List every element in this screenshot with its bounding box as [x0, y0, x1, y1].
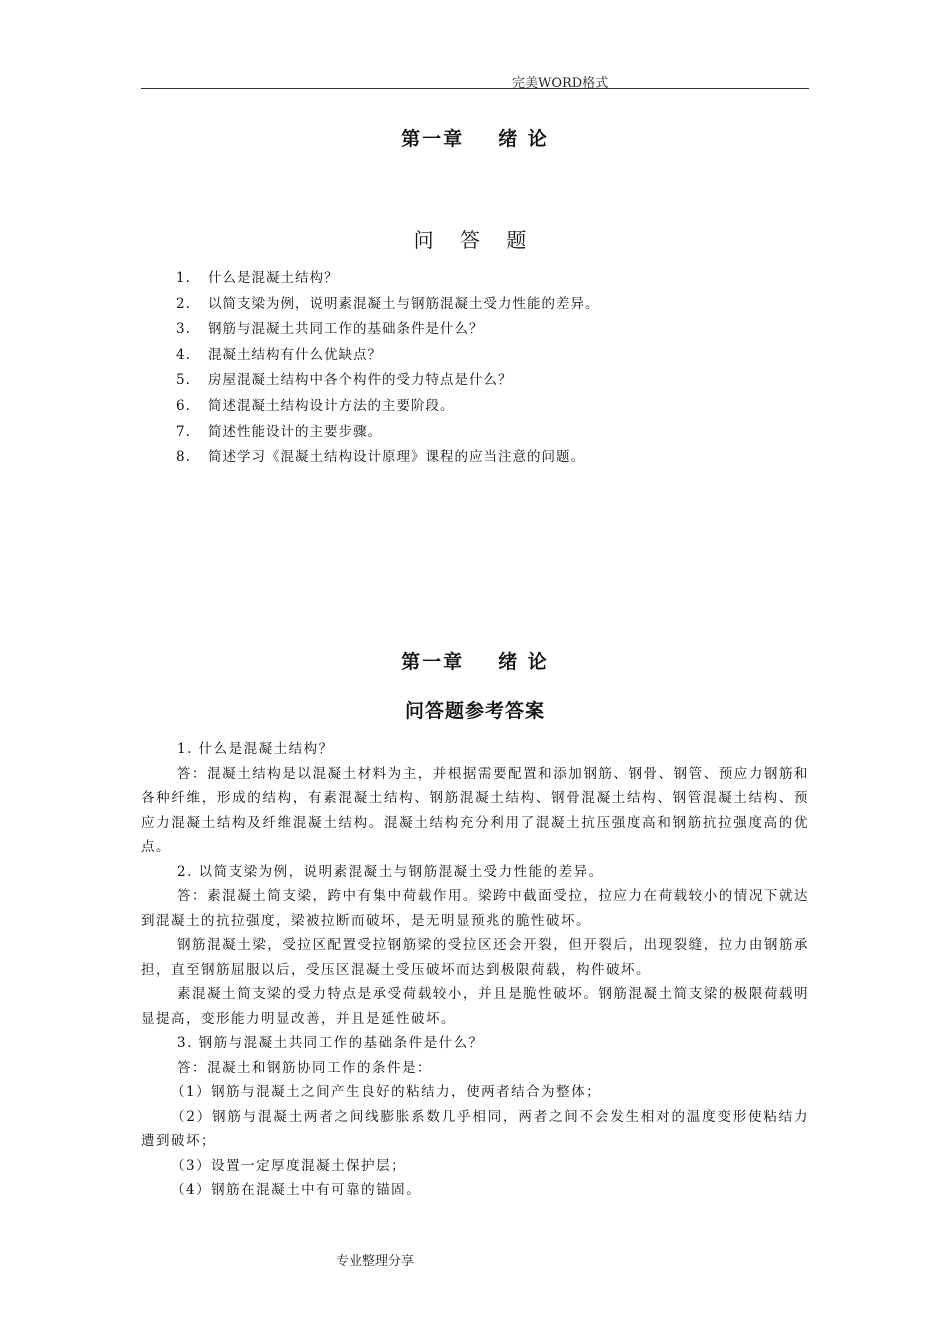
answers-body: [141, 737, 809, 1203]
answer-paragraph: 答：素混凝土简支梁，跨中有集中荷载作用。梁跨中截面受拉，拉应力在荷载较小的情况下就达到混凝土的抗拉强度，梁被拉断而破坏，是无明显预兆的脆性破坏。: [141, 888, 809, 929]
answer-question-heading: 2. 以简支梁为例，说明素混凝土与钢筋混凝土受力性能的差异。: [177, 863, 604, 880]
answer-question-heading: 3. 钢筋与混凝土共同工作的基础条件是什么？: [177, 1035, 484, 1051]
question-item: 8. 简述学习《混凝土结构设计原理》课程的应当注意的问题。: [176, 449, 585, 466]
answer-paragraph: 钢筋混凝土梁，受拉区配置受拉钢筋梁的受拉区还会开裂，但开裂后，出现裂缝，拉力由钢筋承担，直至钢筋屈服以后，受压区混凝土受压破坏而达到极限荷载，构件破坏。: [141, 937, 809, 978]
question-item: 5. 房屋混凝土结构中各个构件的受力特点是什么？: [176, 372, 513, 389]
chapter-title-2: [0, 647, 950, 674]
chapter-number: 第一章: [401, 651, 465, 673]
answer-paragraph: 素混凝土简支梁的受力特点是承受荷载较小，并且是脆性破坏。钢筋混凝土简支梁的极限荷载明显提高，变形能力明显改善，并且是延性破坏。: [141, 986, 809, 1027]
question-item: 7. 简述性能设计的主要步骤。: [176, 423, 382, 440]
answer-paragraph: 答：混凝土结构是以混凝土材料为主，并根据需要配置和添加钢筋、钢骨、钢管、预应力钢筋和各种纤维，形成的结构，有素混凝土结构、钢筋混凝土结构、钢骨混凝土结构、钢管混凝土结构、预应力混凝土结构及纤维混凝土结构。混凝土结构充分利用了混凝土抗压强度高和钢筋抗拉强度高的优点。: [141, 765, 809, 855]
header-divider: [141, 88, 809, 89]
chapter-title: [0, 124, 950, 151]
question-list: [176, 266, 600, 471]
answers-title: 问答题参考答案: [404, 700, 545, 722]
question-item: 1. 什么是混凝土结构？: [176, 270, 339, 286]
answer-list-item: （4）钢筋在混凝土中有可靠的锚固。: [171, 1182, 422, 1198]
question-item: 6. 简述混凝土结构设计方法的主要阶段。: [176, 397, 455, 414]
questions-title: 问 答 题: [413, 228, 537, 252]
answer-list-item: （1）钢筋与混凝土之间产生良好的粘结力，使两者结合为整体；: [171, 1084, 602, 1100]
question-item: 3. 钢筋与混凝土共同工作的基础条件是什么？: [176, 321, 484, 338]
answer-paragraph: 答：混凝土和钢筋协同工作的条件是：: [177, 1059, 432, 1076]
page-footer-text: 专业整理分享: [336, 1254, 415, 1269]
chapter-name: 绪 论: [498, 128, 549, 150]
answer-list-item: （3）设置一定厚度混凝土保护层；: [171, 1157, 407, 1174]
page-header-text: 完美WORD格式: [512, 76, 609, 91]
answer-list-item: （2）钢筋与混凝土两者之间线膨胀系数几乎相同，两者之间不会发生相对的温度变形使粘结力遭到破坏；: [141, 1108, 809, 1149]
question-item: 4. 混凝土结构有什么优缺点？: [176, 346, 382, 363]
question-item: 2. 以简支梁为例，说明素混凝土与钢筋混凝土受力性能的差异。: [176, 295, 600, 312]
answer-question-heading: 1. 什么是混凝土结构？: [177, 741, 334, 757]
chapter-number: 第一章: [401, 128, 465, 150]
chapter-name: 绪 论: [498, 651, 549, 673]
